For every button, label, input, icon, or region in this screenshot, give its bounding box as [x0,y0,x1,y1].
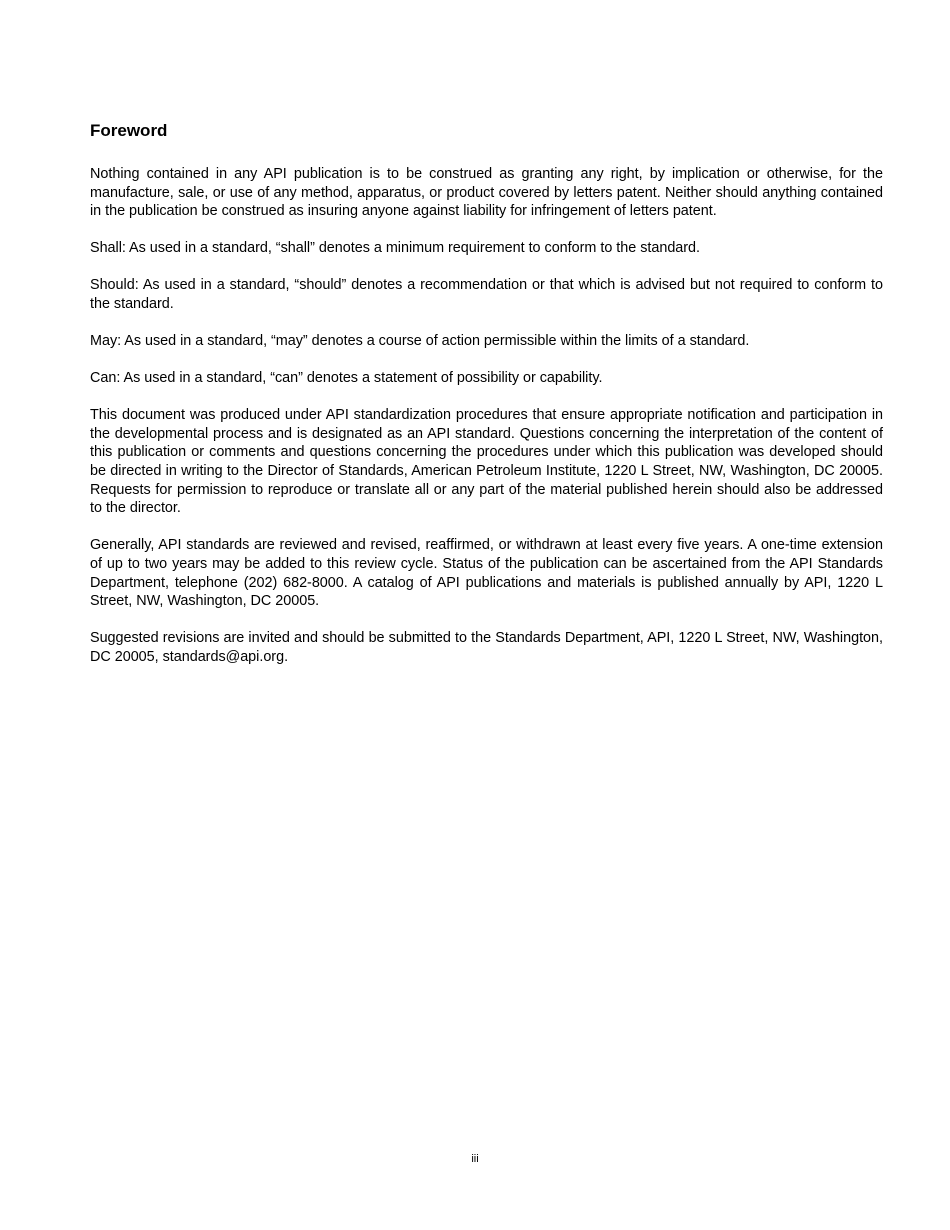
paragraph-shall-definition: Shall: As used in a standard, “shall” denotes a minimum requirement to conform to the standard. [90,240,701,257]
paragraph-patent-disclaimer: Nothing contained in any API publication is to be construed as granting any right, by implication or otherwise, for the manufacture, sale, or use of any method, apparatus, or product covered by letters patent. Neither should anything contained in the publication be construed as insuring anyone against liability for infringement of letters patent. [90,166,883,220]
paragraph-can-definition: Can: As used in a standard, “can” denotes a statement of possibility or capability. [90,370,603,387]
paragraph-standardization-procedures: This document was produced under API standardization procedures that ensure appropriate notification and participation in the developmental process and is designated as an API standard. Questions concerning the interpretation of the content of this publication or comments and questions concerning the procedures under which this publication was developed should be directed in writing to the Director of Standards, American Petroleum Institute, 1220 L Street, NW, Washington, DC 20005. Requests for permission to reproduce or translate all or any part of the material published herein should also be addressed to the director. [90,407,883,517]
page-title: Foreword [90,121,168,140]
paragraph-may-definition: May: As used in a standard, “may” denotes a course of action permissible within the limits of a standard. [90,333,750,350]
paragraph-should-definition: Should: As used in a standard, “should” denotes a recommendation or that which is advised but not required to conform to the standard. [90,277,883,312]
page-number: iii [471,1153,479,1165]
document-page [90,0,883,1230]
paragraph-suggested-revisions: Suggested revisions are invited and should be submitted to the Standards Department, API, 1220 L Street, NW, Washington, DC 20005, standards@api.org. [90,630,883,665]
document-body [90,165,883,685]
paragraph-review-cycle: Generally, API standards are reviewed and revised, reaffirmed, or withdrawn at least every five years. A one-time extension of up to two years may be added to this review cycle. Status of the publication can be ascertained from the API Standards Department, telephone (202) 682-8000. A catalog of API publications and materials is published annually by API, 1220 L Street, NW, Washington, DC 20005. [90,537,883,610]
